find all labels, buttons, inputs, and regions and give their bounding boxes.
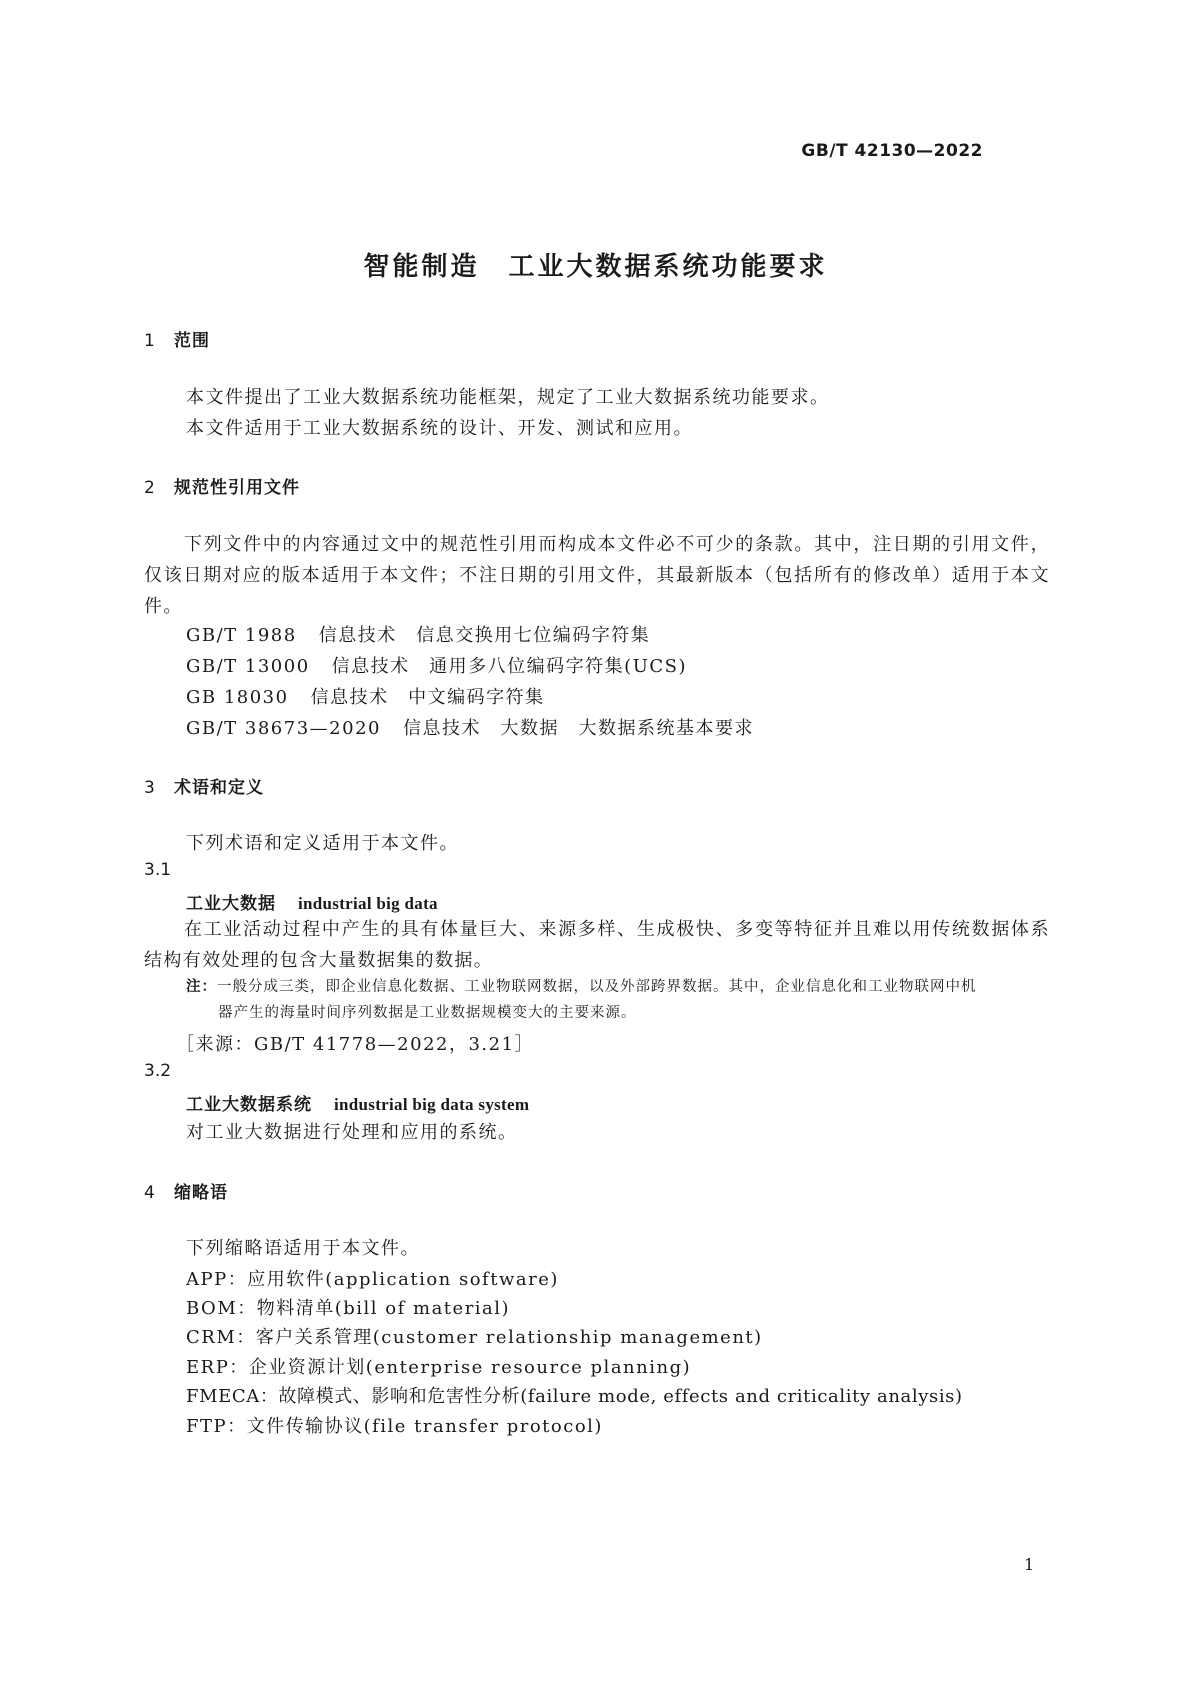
paragraph: 本文件提出了工业大数据系统功能框架，规定了工业大数据系统功能要求。 — [186, 387, 830, 408]
document-title: 智能制造 工业大数据系统功能要求 — [363, 252, 828, 282]
abbreviation-item: FTP：文件传输协议(file transfer protocol) — [186, 1416, 603, 1437]
reference-item — [186, 652, 687, 678]
section-number: 4 — [144, 1183, 156, 1203]
note-label: 注： — [186, 979, 217, 995]
term-entry — [186, 1090, 529, 1115]
section-title: 范围 — [174, 331, 210, 351]
section-title: 缩略语 — [174, 1183, 228, 1203]
term-source: ［来源：GB/T 41778—2022，3.21］ — [176, 1034, 535, 1055]
term-number: 3.2 — [144, 1061, 172, 1081]
reference-item — [186, 621, 650, 647]
term-zh: 工业大数据系统 — [186, 1095, 312, 1115]
paragraph: 下列术语和定义适用于本文件。 — [186, 833, 459, 854]
abbreviation-item: BOM：物料清单(bill of material) — [186, 1298, 511, 1319]
term-en: industrial big data — [298, 894, 438, 913]
section-number: 1 — [144, 331, 156, 351]
section-4-heading — [144, 1178, 228, 1203]
term-definition: 在工业活动过程中产生的具有体量巨大、来源多样、生成极快、多变等特征并且难以用传统数据体系结构有效处理的包含大量数据集的数据。 — [144, 919, 1050, 971]
reference-code: GB/T 38673—2020 — [186, 718, 381, 739]
reference-item — [186, 714, 754, 740]
section-number: 2 — [144, 478, 156, 498]
term-en: industrial big data system — [334, 1095, 530, 1114]
section-title: 术语和定义 — [174, 778, 264, 798]
paragraph: 下列缩略语适用于本文件。 — [186, 1238, 420, 1259]
reference-item — [186, 683, 545, 709]
reference-title: 信息技术 通用多八位编码字符集(UCS) — [331, 656, 687, 677]
reference-title: 信息技术 信息交换用七位编码字符集 — [318, 625, 651, 646]
standard-number: GB/T 42130—2022 — [801, 141, 983, 161]
abbreviation-item: APP：应用软件(application software) — [186, 1269, 559, 1290]
reference-code: GB/T 1988 — [186, 625, 297, 646]
reference-code: GB/T 13000 — [186, 656, 310, 677]
term-number: 3.1 — [144, 860, 172, 880]
page-number: 1 — [1024, 1555, 1035, 1574]
abbreviation-item: CRM：客户关系管理(customer relationship management) — [186, 1327, 763, 1348]
term-entry — [186, 889, 438, 914]
section-2-heading — [144, 473, 300, 498]
reference-title: 信息技术 大数据 大数据系统基本要求 — [402, 718, 754, 739]
section-1-heading — [144, 326, 210, 351]
paragraph: 本文件适用于工业大数据系统的设计、开发、测试和应用。 — [186, 418, 693, 439]
note-text: 器产生的海量时间序列数据是工业数据规模变大的主要来源。 — [218, 1005, 637, 1021]
term-definition: 对工业大数据进行处理和应用的系统。 — [186, 1122, 518, 1143]
abbreviation-item: ERP：企业资源计划(enterprise resource planning) — [186, 1357, 692, 1378]
section-3-heading — [144, 773, 264, 798]
section-title: 规范性引用文件 — [174, 478, 300, 498]
reference-title: 信息技术 中文编码字符集 — [310, 687, 545, 708]
section-number: 3 — [144, 778, 156, 798]
abbreviation-item: FMECA：故障模式、影响和危害性分析(failure mode, effects and criticality analysis) — [186, 1386, 963, 1407]
reference-code: GB 18030 — [186, 687, 289, 708]
term-zh: 工业大数据 — [186, 894, 276, 914]
normative-refs-intro: 下列文件中的内容通过文中的规范性引用而构成本文件必不可少的条款。其中，注日期的引用文件，仅该日期对应的版本适用于本文件；不注日期的引用文件，其最新版本（包括所有的修改单）适用于本文件。 — [144, 534, 1050, 617]
term-note — [186, 974, 1050, 1026]
note-text: 一般分成三类，即企业信息化数据、工业物联网数据，以及外部跨界数据。其中，企业信息化和工业物联网中机 — [217, 979, 977, 995]
